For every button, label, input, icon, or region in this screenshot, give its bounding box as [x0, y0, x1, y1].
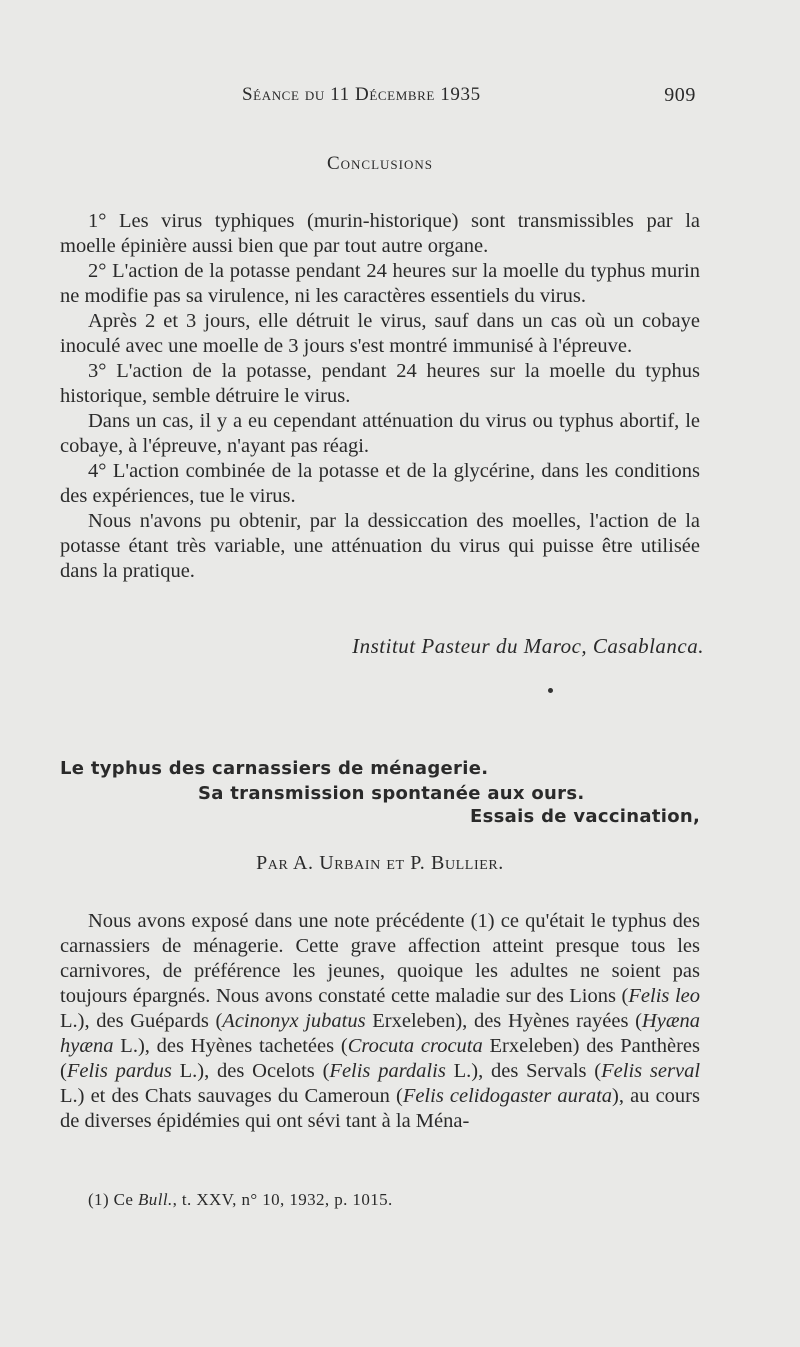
conclusion-paragraph-5: Dans un cas, il y a eu cependant atténuation du virus ou typhus abortif, le cobaye, à l'épreuve, n'ayant pas réagi. [60, 410, 700, 457]
body-text-run: L.), des Ocelots ( [171, 1060, 330, 1082]
body-text-run: Erxeleben), des Hyènes rayées ( [365, 1010, 642, 1032]
body-text-run: L.), des Hyènes tachetées ( [113, 1035, 348, 1057]
page-number: 909 [664, 84, 696, 106]
conclusion-paragraph-1: 1° Les virus typhiques (murin-historique) sont transmissibles par la moelle épinière aussi bien que par tout autre organe. [60, 210, 700, 257]
institution-signature: Institut Pasteur du Maroc, Casablanca. [352, 634, 704, 658]
body-text-run: Nous avons exposé dans une note précédente (1) ce qu'était le typhus des carnassiers de ménagerie. Cette grave affection atteint presque tous les carnivores, de préférence les jeunes, quoique les adultes ne soient pas toujours épargnés. Nous avons constaté cette maladie sur des Lions ( [60, 910, 700, 1007]
footnote-lead: (1) Ce [88, 1190, 139, 1209]
conclusion-paragraph-3: Après 2 et 3 jours, elle détruit le virus, sauf dans un cas où un cobaye inoculé avec une moelle de 3 jours s'est montré immunisé à l'épreuve. [60, 310, 700, 357]
conclusions-body [60, 209, 700, 584]
conclusions-heading: Conclusions [326, 153, 433, 174]
species-name: Felis celidogaster aurata [402, 1085, 613, 1107]
footnote [88, 1190, 393, 1210]
conclusion-paragraph-2: 2° L'action de la potasse pendant 24 heures sur la moelle du typhus murin ne modifie pas sa virulence, ni les caractères essentiels du virus. [60, 260, 700, 307]
conclusion-paragraph-6: 4° L'action combinée de la potasse et de la glycérine, dans les conditions des expériences, tue le virus. [60, 460, 700, 507]
species-name: Felis pardalis [329, 1060, 446, 1082]
article-title-line-3: Essais de vaccination, [470, 806, 701, 827]
body-text-run: L.) et des Chats sauvages du Cameroun ( [60, 1085, 403, 1107]
conclusion-paragraph-7: Nous n'avons pu obtenir, par la dessiccation des moelles, l'action de la potasse étant très variable, une atténuation du virus qui puisse être utilisée dans la pratique. [60, 510, 700, 582]
species-name: Crocuta crocuta [347, 1035, 483, 1057]
separator-dot [548, 688, 553, 693]
footnote-journal: Bull. [138, 1190, 173, 1209]
footnote-rest: , t. XXV, n° 10, 1932, p. 1015. [172, 1190, 393, 1209]
conclusion-paragraph-4: 3° L'action de la potasse, pendant 24 heures sur la moelle du typhus historique, semble détruire le virus. [60, 360, 700, 407]
article-title-line-1: Le typhus des carnassiers de ménagerie. [60, 758, 489, 779]
species-name: Felis leo [628, 985, 700, 1007]
body-text-run: L.), des Servals ( [445, 1060, 602, 1082]
article-title-line-2: Sa transmission spontanée aux ours. [198, 783, 585, 804]
running-title: Séance du 11 Décembre 1935 [242, 84, 481, 105]
body-text-run: Erxeleben) des Panthères ( [60, 1035, 700, 1082]
species-name: Hyæna hyæna [60, 1010, 700, 1057]
article-byline: Par A. Urbain et P. Bullier. [256, 852, 504, 874]
body-text-run: ), au cours de diverses épidémies qui ont sévi tant à la Ména- [60, 1085, 700, 1132]
article-body-text [60, 910, 700, 1132]
running-header [60, 84, 700, 110]
species-name: Acinonyx jubatus [222, 1010, 366, 1032]
species-name: Felis serval [601, 1060, 701, 1082]
species-name: Felis pardus [66, 1060, 172, 1082]
body-text-run: L.), des Guépards ( [60, 1010, 223, 1032]
article-body-paragraph [60, 909, 700, 1134]
